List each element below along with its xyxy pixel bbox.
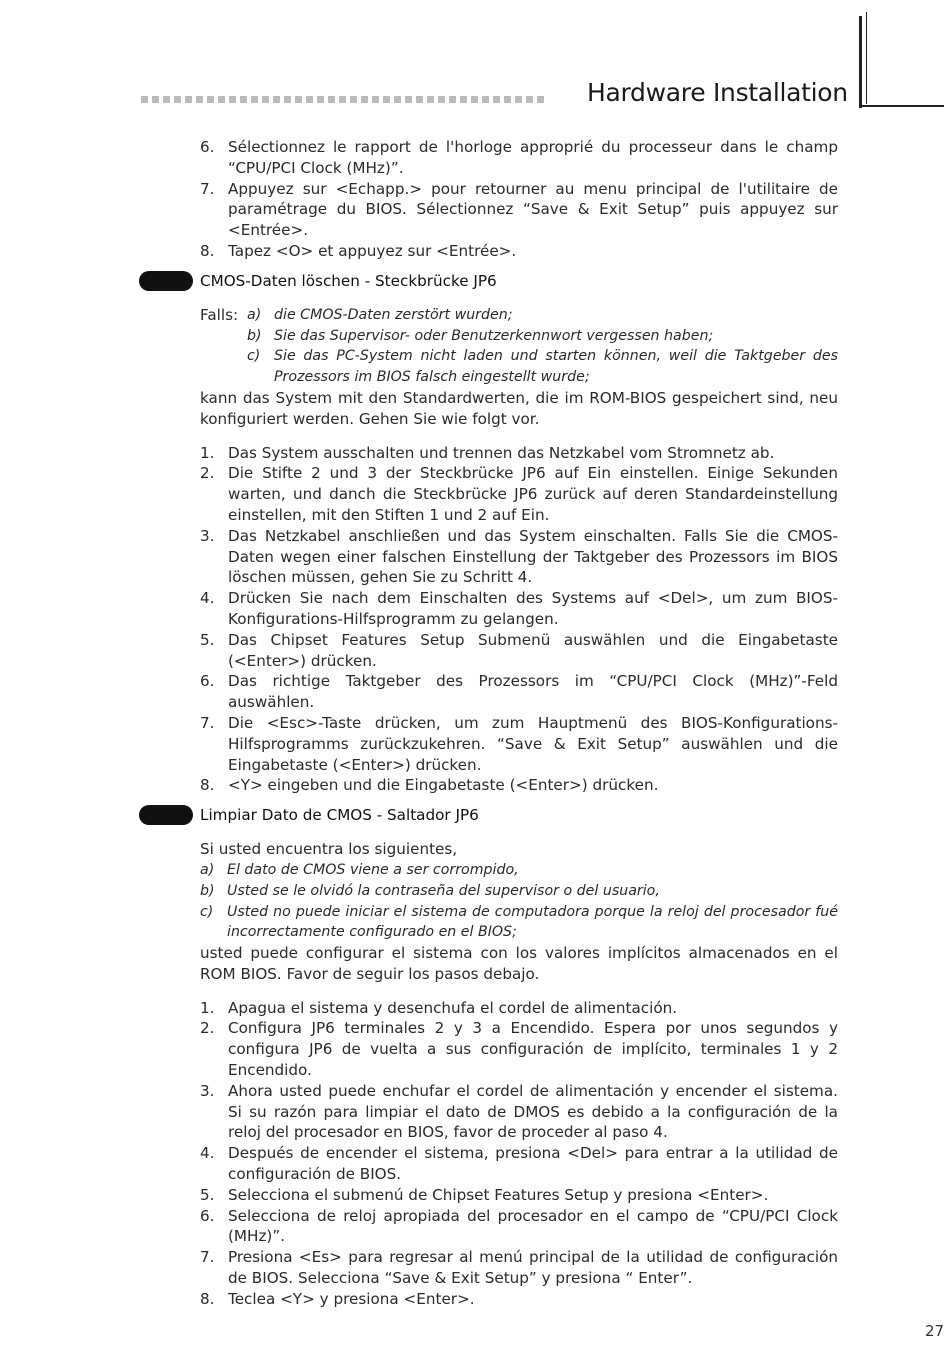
item-text: Sélectionnez le rapport de l'horloge approprié du processeur dans le champ “CPU/PCI Clock (MHz)”. bbox=[228, 138, 838, 177]
german-steps bbox=[200, 443, 838, 797]
item-number: 8. bbox=[200, 241, 215, 260]
item-text: Tapez <O> et appuyez sur <Entrée>. bbox=[228, 241, 517, 260]
corner-mark-horizontal bbox=[862, 105, 944, 107]
condition-item: a) die CMOS-Daten zerstört wurden; bbox=[247, 306, 513, 323]
list-item: 1. Apagua el sistema y desenchufa el cordel de alimentación. bbox=[200, 998, 678, 1017]
list-item: 3. Ahora usted puede enchufar el cordel de alimentación y encender el sistema. Si su razón para limpiar el dato de DMOS es debido a la configuración de la reloj del procesador en BIOS, favor de proceder al paso 4. bbox=[200, 1081, 838, 1142]
list-item: 3. Das Netzkabel anschließen und das System einschalten. Falls Sie die CMOS-Daten wegen einer falschen Einstellung der Taktgeber des Prozessors im BIOS löschen müssen, gehen Sie zu Schritt 4. bbox=[200, 526, 838, 587]
list-item bbox=[200, 179, 838, 241]
list-item: 2. Die Stifte 2 und 3 der Steckbrücke JP6 auf Ein einstellen. Einige Sekunden warten, und danch die Steckbrücke JP6 zurück auf deren Standardeinstellung einstellen, mit den Stiften 1 und 2 auf Ein. bbox=[200, 464, 838, 524]
header-square-dots bbox=[141, 96, 544, 103]
list-item: 7. Presiona <Es> para regresar al menú principal de la utilidad de configuración de BIOS. Selecciona “Save & Exit Setup” y presiona “ Enter”. bbox=[200, 1248, 838, 1288]
condition-item: a) El dato de CMOS viene a ser corrompido, bbox=[200, 861, 519, 878]
list-item bbox=[200, 241, 838, 262]
intro-paragraph: kann das System mit den Standardwerten, die im ROM-BIOS gespeichert sind, neu konfiguriert werden. Gehen Sie wie folgt vor. bbox=[200, 388, 838, 428]
list-item: 4. Después de encender el sistema, presiona <Del> para entrar a la utilidad de configuración de BIOS. bbox=[200, 1144, 838, 1184]
french-steps bbox=[200, 137, 838, 262]
spanish-steps bbox=[200, 998, 838, 1310]
list-item: 4. Drücken Sie nach dem Einschalten des Systems auf <Del>, um zum BIOS-Konfigurations-Hilfsprogramm zu gelangen. bbox=[200, 589, 838, 628]
list-item: 1. Das System ausschalten und trennen das Netzkabel vom Stromnetz ab. bbox=[200, 443, 775, 462]
condition-item: c) Usted no puede iniciar el sistema de computadora porque la reloj del procesador fué incorrectamente configurado en el BIOS; bbox=[200, 903, 838, 941]
list-item: 6. Selecciona de reloj apropiada del procesador en el campo de “CPU/PCI Clock (MHz)”. bbox=[200, 1206, 838, 1246]
list-item: 5. Selecciona el submenú de Chipset Features Setup y presiona <Enter>. bbox=[200, 1185, 769, 1204]
section-heading-text: CMOS-Daten löschen - Steckbrücke JP6 bbox=[200, 271, 497, 290]
list-item: 6. Das richtige Taktgeber des Prozessors im “CPU/PCI Clock (MHz)”-Feld auswählen. bbox=[200, 672, 838, 712]
section-bullet-icon bbox=[139, 271, 193, 291]
corner-mark-vertical bbox=[859, 16, 862, 108]
falls-label: Falls: bbox=[200, 305, 239, 324]
list-item bbox=[200, 137, 838, 179]
list-item: 5. Das Chipset Features Setup Submenü auswählen und die Eingabetaste (<Enter>) drücken. bbox=[200, 630, 838, 670]
intro-paragraph: usted puede configurar el sistema con los valores implícitos almacenados en el ROM BIOS. Favor de seguir los pasos debajo. bbox=[200, 944, 838, 983]
section-bullet-icon bbox=[139, 805, 193, 825]
condition-item: b) Usted se le olvidó la contraseña del supervisor o del usuario, bbox=[200, 882, 660, 899]
page-title: Hardware Installation bbox=[587, 78, 848, 107]
corner-mark-vertical-thin bbox=[866, 12, 867, 104]
section-heading-german bbox=[200, 271, 838, 293]
condition-item: b) Sie das Supervisor- oder Benutzerkennwort vergessen haben; bbox=[247, 327, 714, 344]
condition-item: c) Sie das PC-System nicht laden und starten können, weil die Taktgeber des Prozessors im BIOS falsch eingestellt wurde; bbox=[247, 348, 838, 386]
item-text: Appuyez sur <Echapp.> pour retourner au menu principal de l'utilitaire de paramétrage du BIOS. Sélectionnez “Save & Exit Setup” puis appuyez sur <Entrée>. bbox=[228, 179, 838, 240]
section-heading-spanish bbox=[200, 805, 838, 827]
item-number: 7. bbox=[200, 179, 215, 198]
list-item: 8. Teclea <Y> y presiona <Enter>. bbox=[200, 1289, 475, 1308]
list-item: 2. Configura JP6 terminales 2 y 3 a Encendido. Espera por unos segundos y configura JP6 de vuelta a sus configuración de implícito, terminales 1 y 2 Encendido. bbox=[200, 1019, 838, 1080]
item-number: 6. bbox=[200, 138, 215, 156]
page-content bbox=[200, 137, 838, 1310]
list-item: 7. Die <Esc>-Taste drücken, um zum Hauptmenü des BIOS-Konfigurations-Hilfsprogramms zurückzukehren. “Save & Exit Setup” auswählen und die Eingabetaste (<Enter>) drücken. bbox=[200, 713, 838, 774]
page-number: 27 bbox=[925, 1322, 945, 1340]
lead-paragraph: Si usted encuentra los siguientes, bbox=[200, 840, 458, 859]
list-item: 8. <Y> eingeben und die Eingabetaste (<Enter>) drücken. bbox=[200, 776, 659, 795]
section-heading-text: Limpiar Dato de CMOS - Saltador JP6 bbox=[200, 806, 479, 825]
conditions-block bbox=[200, 305, 838, 388]
